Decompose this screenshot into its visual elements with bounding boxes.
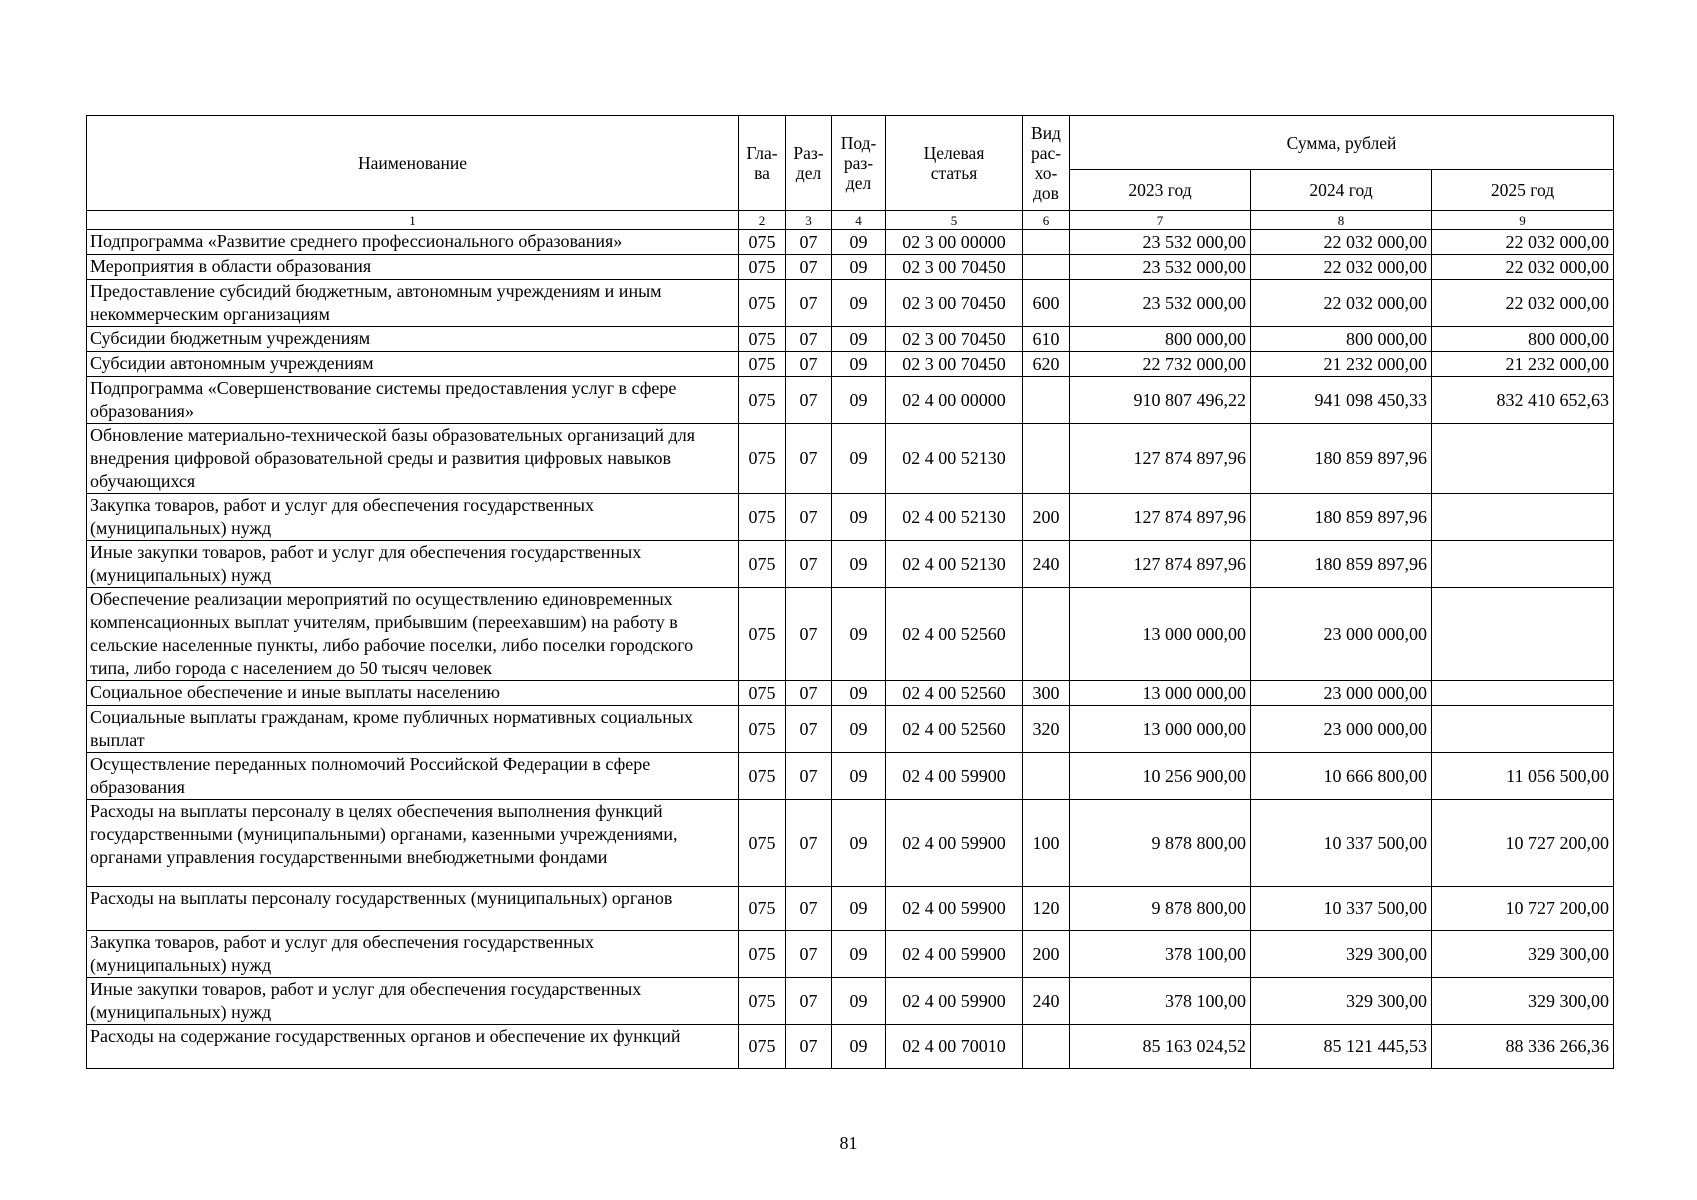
row-sum-2025: 329 300,00 — [1432, 978, 1614, 1025]
row-glava: 075 — [739, 230, 786, 255]
table-row — [87, 541, 1614, 588]
row-sum-2025 — [1432, 588, 1614, 681]
column-number: 1 — [87, 211, 739, 230]
row-podrazdel: 09 — [832, 494, 886, 541]
row-podrazdel: 09 — [832, 424, 886, 494]
row-glava: 075 — [739, 681, 786, 706]
row-sum-2024: 23 000 000,00 — [1251, 681, 1432, 706]
row-sum-2025: 22 032 000,00 — [1432, 230, 1614, 255]
row-sum-2024: 10 666 800,00 — [1251, 753, 1432, 800]
row-expense-type — [1023, 230, 1070, 255]
row-razdel: 07 — [786, 887, 832, 931]
row-target-article: 02 4 00 70010 — [886, 1025, 1023, 1069]
row-expense-type — [1023, 377, 1070, 424]
row-razdel: 07 — [786, 706, 832, 753]
row-glava: 075 — [739, 494, 786, 541]
column-number: 4 — [832, 211, 886, 230]
row-sum-2023: 10 256 900,00 — [1070, 753, 1251, 800]
table-row — [87, 753, 1614, 800]
row-expense-type: 200 — [1023, 494, 1070, 541]
row-razdel: 07 — [786, 494, 832, 541]
row-sum-2024: 941 098 450,33 — [1251, 377, 1432, 424]
row-sum-2025 — [1432, 681, 1614, 706]
row-razdel: 07 — [786, 588, 832, 681]
row-razdel: 07 — [786, 377, 832, 424]
row-expense-type: 320 — [1023, 706, 1070, 753]
table-row — [87, 280, 1614, 327]
row-podrazdel: 09 — [832, 255, 886, 280]
row-razdel: 07 — [786, 424, 832, 494]
row-sum-2023: 9 878 800,00 — [1070, 800, 1251, 887]
column-number: 7 — [1070, 211, 1251, 230]
page-number: 81 — [839, 1133, 858, 1153]
row-name: Мероприятия в области образования — [87, 255, 739, 280]
row-sum-2025 — [1432, 494, 1614, 541]
row-expense-type: 600 — [1023, 280, 1070, 327]
row-expense-type: 610 — [1023, 327, 1070, 352]
row-sum-2023: 13 000 000,00 — [1070, 681, 1251, 706]
row-name: Осуществление переданных полномочий Российской Федерации в сфере образования — [87, 753, 739, 800]
row-razdel: 07 — [786, 230, 832, 255]
row-glava: 075 — [739, 327, 786, 352]
row-target-article: 02 3 00 70450 — [886, 327, 1023, 352]
table-body — [87, 230, 1614, 1069]
row-target-article: 02 4 00 52560 — [886, 588, 1023, 681]
column-number: 6 — [1023, 211, 1070, 230]
row-sum-2024: 180 859 897,96 — [1251, 424, 1432, 494]
row-target-article: 02 4 00 59900 — [886, 753, 1023, 800]
row-glava: 075 — [739, 424, 786, 494]
column-number: 9 — [1432, 211, 1614, 230]
row-name: Расходы на выплаты персоналу государственных (муниципальных) органов — [87, 887, 739, 931]
row-name: Закупка товаров, работ и услуг для обеспечения государственных (муниципальных) нужд — [87, 931, 739, 978]
row-sum-2024: 85 121 445,53 — [1251, 1025, 1432, 1069]
row-expense-type — [1023, 1025, 1070, 1069]
row-name: Обновление материально-технической базы образовательных организаций для внедрения цифровой образовательной среды и развития цифровых навыков обучающихся — [87, 424, 739, 494]
row-podrazdel: 09 — [832, 352, 886, 377]
row-target-article: 02 4 00 59900 — [886, 978, 1023, 1025]
header-year-2023: 2023 год — [1070, 170, 1251, 211]
row-sum-2025: 88 336 266,36 — [1432, 1025, 1614, 1069]
row-name: Социальное обеспечение и иные выплаты населению — [87, 681, 739, 706]
row-sum-2025: 21 232 000,00 — [1432, 352, 1614, 377]
row-target-article: 02 4 00 00000 — [886, 377, 1023, 424]
row-name: Расходы на содержание государственных органов и обеспечение их функций — [87, 1025, 739, 1069]
row-sum-2025: 10 727 200,00 — [1432, 800, 1614, 887]
row-sum-2024: 22 032 000,00 — [1251, 230, 1432, 255]
header-sum: Сумма, рублей — [1070, 116, 1614, 170]
row-glava: 075 — [739, 931, 786, 978]
row-name: Подпрограмма «Развитие среднего профессионального образования» — [87, 230, 739, 255]
row-sum-2025: 329 300,00 — [1432, 931, 1614, 978]
header-vid: Вид рас- хо- дов — [1023, 116, 1070, 211]
row-razdel: 07 — [786, 978, 832, 1025]
row-sum-2023: 800 000,00 — [1070, 327, 1251, 352]
row-target-article: 02 3 00 70450 — [886, 280, 1023, 327]
table-row — [87, 588, 1614, 681]
column-number: 2 — [739, 211, 786, 230]
table-row — [87, 800, 1614, 887]
row-sum-2024: 180 859 897,96 — [1251, 494, 1432, 541]
row-name: Обеспечение реализации мероприятий по осуществлению единовременных компенсационных выплат учителям, прибывшим (переехавшим) на работу в сельские населенные пункты, либо рабочие поселки, либо поселки городского типа, либо города с населением до 50 тысяч человек — [87, 588, 739, 681]
row-podrazdel: 09 — [832, 978, 886, 1025]
row-razdel: 07 — [786, 753, 832, 800]
row-expense-type: 240 — [1023, 541, 1070, 588]
row-name: Иные закупки товаров, работ и услуг для обеспечения государственных (муниципальных) нужд — [87, 541, 739, 588]
row-podrazdel: 09 — [832, 588, 886, 681]
row-glava: 075 — [739, 255, 786, 280]
table-row — [87, 352, 1614, 377]
row-glava: 075 — [739, 377, 786, 424]
row-razdel: 07 — [786, 541, 832, 588]
row-glava: 075 — [739, 352, 786, 377]
row-sum-2025 — [1432, 424, 1614, 494]
row-razdel: 07 — [786, 1025, 832, 1069]
row-sum-2023: 378 100,00 — [1070, 931, 1251, 978]
row-glava: 075 — [739, 588, 786, 681]
table-row — [87, 230, 1614, 255]
row-podrazdel: 09 — [832, 753, 886, 800]
row-podrazdel: 09 — [832, 931, 886, 978]
row-sum-2023: 378 100,00 — [1070, 978, 1251, 1025]
row-target-article: 02 4 00 52130 — [886, 494, 1023, 541]
row-target-article: 02 3 00 70450 — [886, 352, 1023, 377]
row-podrazdel: 09 — [832, 280, 886, 327]
row-glava: 075 — [739, 706, 786, 753]
column-number: 8 — [1251, 211, 1432, 230]
table-row — [87, 978, 1614, 1025]
row-razdel: 07 — [786, 352, 832, 377]
table-row — [87, 1025, 1614, 1069]
row-sum-2023: 23 532 000,00 — [1070, 255, 1251, 280]
row-sum-2023: 9 878 800,00 — [1070, 887, 1251, 931]
row-podrazdel: 09 — [832, 681, 886, 706]
row-sum-2025: 800 000,00 — [1432, 327, 1614, 352]
row-sum-2024: 23 000 000,00 — [1251, 706, 1432, 753]
row-podrazdel: 09 — [832, 887, 886, 931]
row-expense-type — [1023, 255, 1070, 280]
row-podrazdel: 09 — [832, 327, 886, 352]
table-row — [87, 706, 1614, 753]
table-row — [87, 377, 1614, 424]
row-target-article: 02 4 00 59900 — [886, 931, 1023, 978]
row-name: Субсидии бюджетным учреждениям — [87, 327, 739, 352]
row-sum-2023: 910 807 496,22 — [1070, 377, 1251, 424]
row-sum-2025 — [1432, 541, 1614, 588]
table-row — [87, 327, 1614, 352]
row-razdel: 07 — [786, 280, 832, 327]
table-row — [87, 887, 1614, 931]
row-sum-2023: 22 732 000,00 — [1070, 352, 1251, 377]
row-sum-2023: 23 532 000,00 — [1070, 280, 1251, 327]
header-podrazdel: Под- раз- дел — [832, 116, 886, 211]
row-expense-type: 620 — [1023, 352, 1070, 377]
column-number-row — [87, 211, 1614, 230]
row-glava: 075 — [739, 280, 786, 327]
row-name: Субсидии автономным учреждениям — [87, 352, 739, 377]
row-name: Подпрограмма «Совершенствование системы предоставления услуг в сфере образования» — [87, 377, 739, 424]
header-year-2024: 2024 год — [1251, 170, 1432, 211]
row-glava: 075 — [739, 1025, 786, 1069]
row-sum-2024: 22 032 000,00 — [1251, 255, 1432, 280]
header-name: Наименование — [87, 116, 739, 211]
row-sum-2024: 23 000 000,00 — [1251, 588, 1432, 681]
row-razdel: 07 — [786, 800, 832, 887]
table-row — [87, 681, 1614, 706]
row-sum-2025: 832 410 652,63 — [1432, 377, 1614, 424]
table-row — [87, 424, 1614, 494]
header-year-2025: 2025 год — [1432, 170, 1614, 211]
row-name: Закупка товаров, работ и услуг для обеспечения государственных (муниципальных) нужд — [87, 494, 739, 541]
table-row — [87, 494, 1614, 541]
row-name: Расходы на выплаты персоналу в целях обеспечения выполнения функций государственными (муниципальными) органами, казенными учреждениями, органами управления государственными внебюджетными фондами — [87, 800, 739, 887]
column-number: 3 — [786, 211, 832, 230]
row-expense-type: 300 — [1023, 681, 1070, 706]
row-sum-2023: 23 532 000,00 — [1070, 230, 1251, 255]
column-number: 5 — [886, 211, 1023, 230]
row-sum-2025 — [1432, 706, 1614, 753]
row-razdel: 07 — [786, 681, 832, 706]
row-sum-2024: 22 032 000,00 — [1251, 280, 1432, 327]
row-sum-2025: 10 727 200,00 — [1432, 887, 1614, 931]
row-podrazdel: 09 — [832, 706, 886, 753]
row-sum-2024: 180 859 897,96 — [1251, 541, 1432, 588]
row-glava: 075 — [739, 541, 786, 588]
row-sum-2024: 329 300,00 — [1251, 978, 1432, 1025]
row-sum-2025: 11 056 500,00 — [1432, 753, 1614, 800]
budget-table — [86, 115, 1614, 1069]
row-podrazdel: 09 — [832, 541, 886, 588]
row-sum-2025: 22 032 000,00 — [1432, 280, 1614, 327]
row-sum-2024: 329 300,00 — [1251, 931, 1432, 978]
row-target-article: 02 4 00 52560 — [886, 706, 1023, 753]
row-expense-type: 120 — [1023, 887, 1070, 931]
row-target-article: 02 3 00 70450 — [886, 255, 1023, 280]
row-glava: 075 — [739, 978, 786, 1025]
row-sum-2023: 127 874 897,96 — [1070, 541, 1251, 588]
row-target-article: 02 3 00 00000 — [886, 230, 1023, 255]
header-celevaya: Целевая статья — [886, 116, 1023, 211]
row-podrazdel: 09 — [832, 1025, 886, 1069]
row-target-article: 02 4 00 52130 — [886, 424, 1023, 494]
row-sum-2024: 800 000,00 — [1251, 327, 1432, 352]
row-name: Предоставление субсидий бюджетным, автономным учреждениям и иным некоммерческим организациям — [87, 280, 739, 327]
row-podrazdel: 09 — [832, 230, 886, 255]
row-expense-type: 240 — [1023, 978, 1070, 1025]
row-target-article: 02 4 00 52560 — [886, 681, 1023, 706]
header-glava: Гла- ва — [739, 116, 786, 211]
row-sum-2024: 10 337 500,00 — [1251, 800, 1432, 887]
row-razdel: 07 — [786, 931, 832, 978]
row-glava: 075 — [739, 753, 786, 800]
row-sum-2023: 127 874 897,96 — [1070, 424, 1251, 494]
table-row — [87, 255, 1614, 280]
row-sum-2024: 10 337 500,00 — [1251, 887, 1432, 931]
table-row — [87, 931, 1614, 978]
row-sum-2025: 22 032 000,00 — [1432, 255, 1614, 280]
row-sum-2024: 21 232 000,00 — [1251, 352, 1432, 377]
row-razdel: 07 — [786, 255, 832, 280]
row-target-article: 02 4 00 59900 — [886, 887, 1023, 931]
row-target-article: 02 4 00 59900 — [886, 800, 1023, 887]
row-name: Социальные выплаты гражданам, кроме публичных нормативных социальных выплат — [87, 706, 739, 753]
row-expense-type — [1023, 753, 1070, 800]
row-name: Иные закупки товаров, работ и услуг для обеспечения государственных (муниципальных) нужд — [87, 978, 739, 1025]
row-podrazdel: 09 — [832, 377, 886, 424]
row-glava: 075 — [739, 887, 786, 931]
row-podrazdel: 09 — [832, 800, 886, 887]
header-razdel: Раз- дел — [786, 116, 832, 211]
row-sum-2023: 85 163 024,52 — [1070, 1025, 1251, 1069]
row-glava: 075 — [739, 800, 786, 887]
row-sum-2023: 13 000 000,00 — [1070, 706, 1251, 753]
row-expense-type — [1023, 424, 1070, 494]
row-sum-2023: 13 000 000,00 — [1070, 588, 1251, 681]
row-expense-type: 200 — [1023, 931, 1070, 978]
row-target-article: 02 4 00 52130 — [886, 541, 1023, 588]
row-razdel: 07 — [786, 327, 832, 352]
row-expense-type — [1023, 588, 1070, 681]
row-sum-2023: 127 874 897,96 — [1070, 494, 1251, 541]
row-expense-type: 100 — [1023, 800, 1070, 887]
